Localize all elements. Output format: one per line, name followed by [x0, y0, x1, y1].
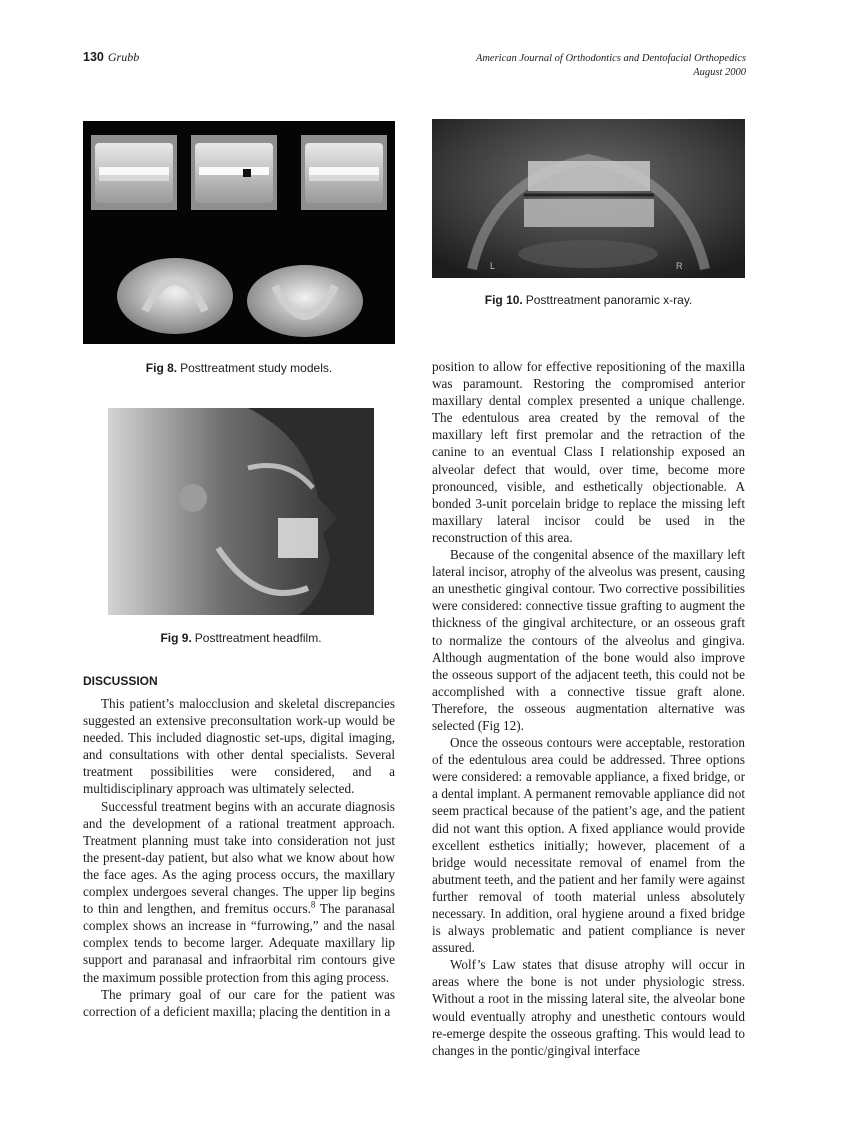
fig8-image — [83, 121, 395, 344]
fig9-caption-text: Posttreatment headfilm. — [194, 631, 322, 645]
panoramic-xray-photo — [432, 119, 745, 278]
fig10-image — [432, 119, 745, 278]
left-paragraph-3: The primary goal of our care for the patient was correction of a deficient maxilla; placing the dentition in a — [83, 986, 395, 1019]
section-heading-discussion: DISCUSSION — [83, 674, 158, 688]
xray-left-marker: R — [676, 261, 683, 271]
study-models-photo — [83, 121, 395, 344]
left-paragraph-2: Successful treatment begins with an accurate diagnosis and the development of a rational treatment approach. Treatment planning must take into consideration not just the present-day patient, but also what we know about how the face ages. As the aging process occurs, the maxillary complex undergoes several changes. The upper lip begins to thin and lengthen, and fremitus occurs.$^8$ The paranasal complex shows an increase in “furrowing,” and the nasal complex tends to become larger. Adequate maxillary lip support and paranasal and infraorbital rim contours give the maximum possible protection from this aging process. — [83, 798, 395, 985]
xray-right-marker: L — [490, 261, 496, 271]
running-header-right — [476, 52, 746, 80]
fig8-caption — [83, 361, 395, 375]
page-number: 130 — [83, 50, 104, 64]
left-paragraph-1: This patient’s malocclusion and skeletal discrepancies suggested an extensive preconsultation work-up would be needed. This included diagnostic set-ups, digital imaging, and consultations with other dental specialists. Several treatment possibilities were considered, and a multidisciplinary approach was ultimately selected. — [83, 696, 395, 797]
fig9-caption — [108, 631, 374, 645]
right-column-text — [432, 358, 745, 1059]
citation-ref: 8 — [310, 899, 316, 910]
running-header-left — [83, 50, 139, 65]
right-paragraph-2: Because of the congenital absence of the maxillary left lateral incisor, atrophy of the alveolus was present, causing an unesthetic gingival contour. Two corrective possibilities were considered: connective tissue grafting to augment the thickness of the gingival architecture, or an osseous graft to normalize the contours of the alveolus and gingiva. Although augmentation of the bone would also improve the osseous support of the adjacent teeth, this could not be accomplished with a connective tissue graft alone. Therefore, the osseous augmentation alternative was selected (Fig 12). — [432, 547, 745, 733]
fig8-label: Fig 8. — [145, 361, 178, 375]
cephalometric-headfilm-photo — [108, 408, 374, 615]
fig8-caption-text: Posttreatment study models. — [180, 361, 333, 375]
fig10-caption — [432, 293, 745, 307]
fig10-caption-text: Posttreatment panoramic x-ray. — [525, 293, 693, 307]
right-paragraph-4: Wolf’s Law states that disuse atrophy will occur in areas where the bone is not under physiologic stress. Without a root in the missing lateral site, the alveolar bone would eventually atrophy and unesthetic contours would re-emerge despite the osseous grafting. This would lead to changes in the pontic/gingival interface — [432, 957, 745, 1058]
fig9-label: Fig 9. — [160, 631, 192, 645]
fig9-image — [108, 408, 374, 615]
journal-title: American Journal of Orthodontics and Dentofacial Orthopedics — [475, 53, 746, 64]
right-paragraph-1: position to allow for effective repositioning of the maxilla was paramount. Restoring the compromised anterior maxillary dental complex presented a unique challenge. The edentulous area created by the removal of the maxillary left first premolar and the retraction of the canine to an eventual Class I relationship exposed an alveolar defect that would, over time, become more pronounced, visible, and esthetically objectionable. A bonded 3-unit porcelain bridge to replace the missing left maxillary lateral incisor could be used in the reconstruction of this area. — [432, 359, 745, 545]
issue-date: August 2000 — [693, 67, 746, 78]
right-paragraph-3: Once the osseous contours were acceptable, restoration of the edentulous area could be addressed. Three options were considered: a removable appliance, a fixed bridge, or a dental implant. A permanent removable appliance did not seem practical because of the patient’s age, and the patient did not want this option. A fixed appliance would provide excellent esthetics initially; however, placement of a bridge would necessitate removal of enamel from the abutment teeth, and the patient and her family were against further removal of tooth material unless absolutely necessary. In addition, oral hygiene around a fixed bridge is always problematic and patient compliance is never assured. — [432, 735, 745, 956]
author-name: Grubb — [107, 50, 140, 64]
left-column-text — [83, 695, 395, 1020]
fig10-label: Fig 10. — [484, 293, 523, 307]
